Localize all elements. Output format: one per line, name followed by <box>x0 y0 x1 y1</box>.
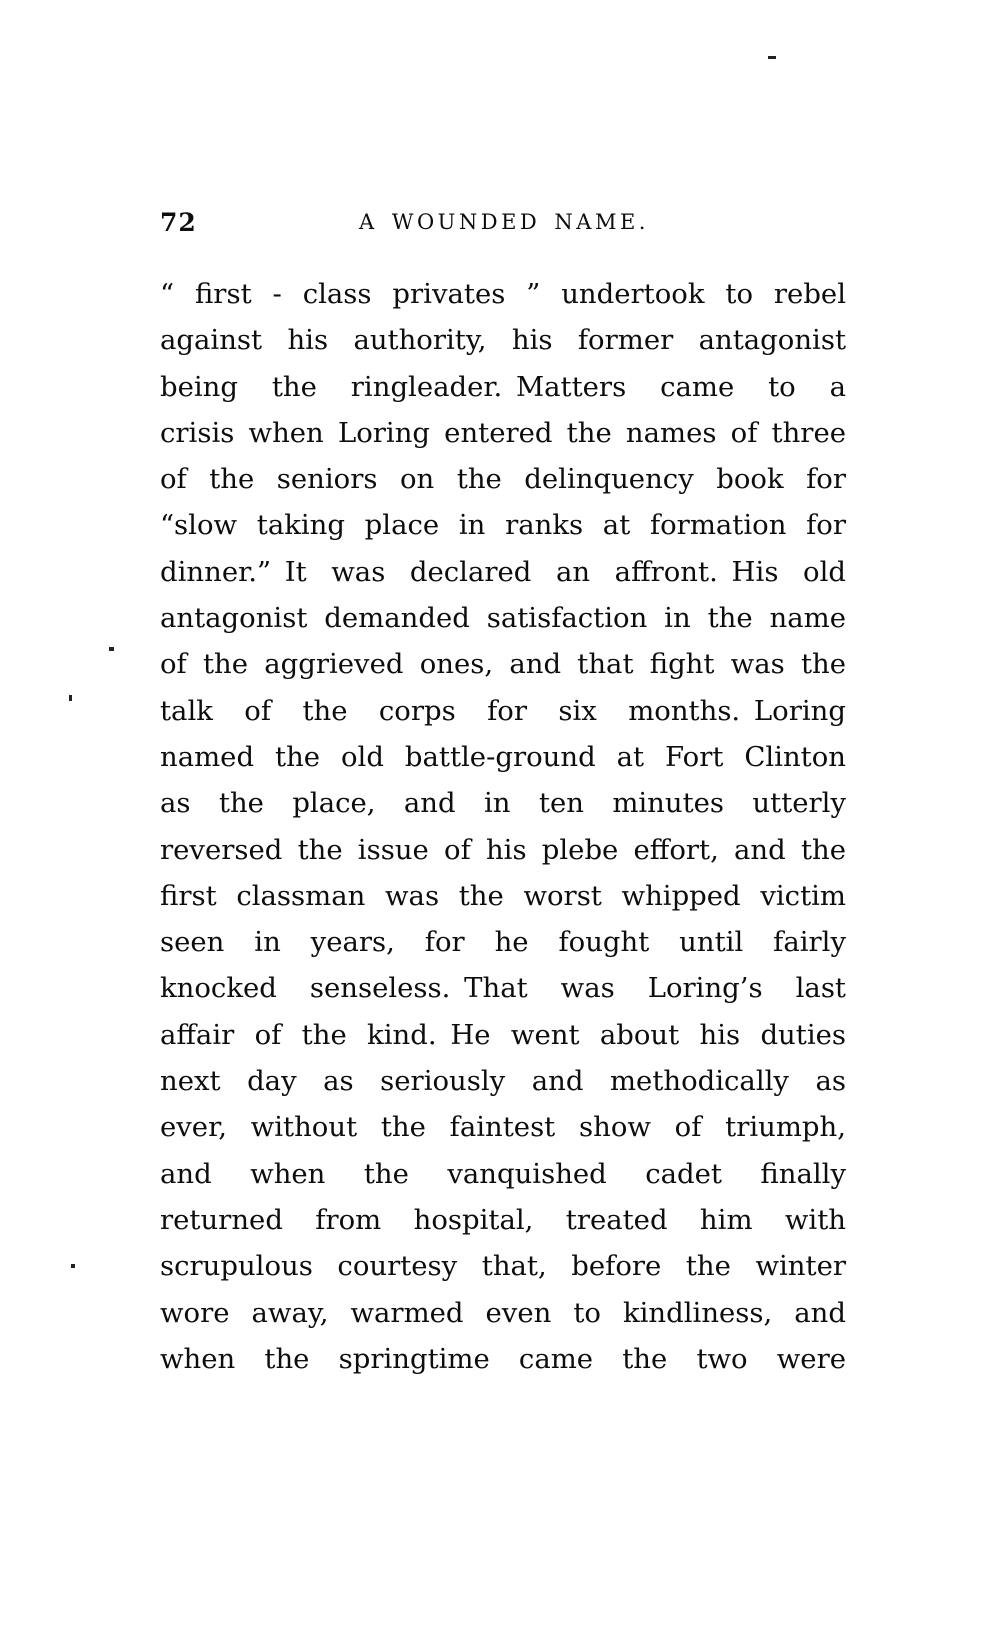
paragraph-line: crisis when Loring entered the names of three <box>160 416 846 449</box>
scan-speck <box>109 647 114 651</box>
paragraph-line: talk of the corps for six months. Loring <box>160 694 846 727</box>
paragraph-line: against his authority, his former antagonist <box>160 324 846 357</box>
paragraph-line: scrupulous courtesy that, before the winter <box>160 1250 846 1283</box>
paragraph <box>160 271 846 1382</box>
paragraph-line: knocked senseless. That was Loring’s last <box>160 972 846 1005</box>
paragraph-line: seen in years, for he fought until fairly <box>160 926 846 959</box>
paragraph-line: dinner.” It was declared an affront. His old <box>160 555 846 588</box>
paragraph-line: and when the vanquished cadet finally <box>160 1157 846 1190</box>
page-header <box>160 206 848 246</box>
paragraph-line: “slow taking place in ranks at formation for <box>160 509 846 542</box>
paragraph-line: when the springtime came the two were <box>160 1342 846 1375</box>
running-title: A WOUNDED NAME. <box>359 210 649 234</box>
paragraph-line: returned from hospital, treated him with <box>160 1203 846 1236</box>
paragraph-line: as the place, and in ten minutes utterly <box>160 787 846 820</box>
paragraph-line: of the seniors on the delinquency book for <box>160 463 846 496</box>
paragraph-line: of the aggrieved ones, and that fight was the <box>160 648 846 681</box>
paragraph-line: named the old battle-ground at Fort Clinton <box>160 740 846 773</box>
scan-speck <box>69 695 72 701</box>
paragraph-line: ever, without the faintest show of triumph, <box>160 1111 846 1144</box>
paragraph-line: “ first - class privates ” undertook to rebel <box>160 278 846 310</box>
paragraph-line: being the ringleader. Matters came to a <box>160 370 846 403</box>
paragraph-line: wore away, warmed even to kindliness, and <box>160 1296 846 1329</box>
scan-speck <box>71 1264 75 1268</box>
scan-speck <box>768 56 776 59</box>
paragraph-line: affair of the kind. He went about his duties <box>160 1018 846 1051</box>
paragraph-line: next day as seriously and methodically as <box>160 1065 846 1098</box>
paragraph-line: reversed the issue of his plebe effort, and the <box>160 833 846 866</box>
page-number: 72 <box>160 208 197 237</box>
paragraph-line: antagonist demanded satisfaction in the name <box>160 602 846 635</box>
paragraph-line: first classman was the worst whipped victim <box>160 879 846 912</box>
